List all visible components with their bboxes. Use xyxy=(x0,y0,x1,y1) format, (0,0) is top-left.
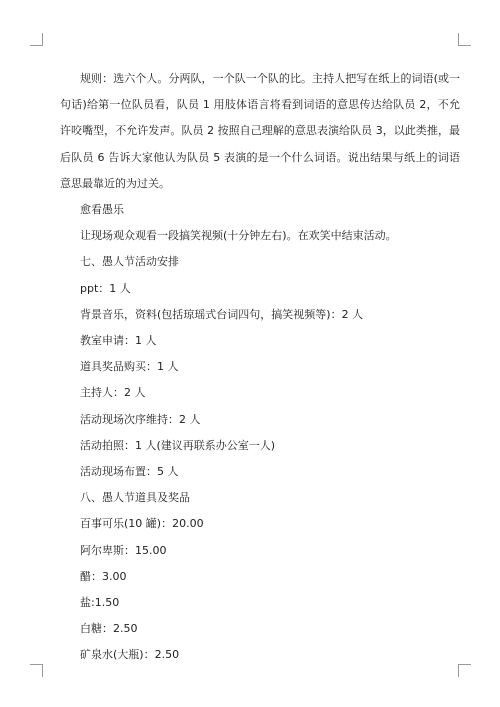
arrangement-item: 活动现场次序维持：2 人 xyxy=(80,412,201,426)
arrangement-item: 主持人：2 人 xyxy=(80,386,146,400)
arrangement-item: 道具奖品购买：1 人 xyxy=(80,360,179,374)
prop-item: 白糖：2.50 xyxy=(80,622,138,636)
document-body xyxy=(60,66,460,669)
crop-mark-bottom-left xyxy=(30,664,43,677)
video-paragraph: 让现场观众观看一段搞笑视频(十分钟左右)。在欢笑中结束活动。 xyxy=(80,229,397,243)
prop-item: 矿泉水(大瓶)：2.50 xyxy=(80,648,180,662)
rules-paragraph: 规则：选六个人。分两队，一个队一个队的比。主持人把写在纸上的词语(或一句话)给第一位队员看，队员 1 用肢体语言将看到词语的意思传达给队员 2，不允许咬嘴型，不允许发声。队员 2 按照自己理解的意思表演给队员 3，以此类推，最后队员 6 告诉大家他认为队员 5 表演的是一个什么词语。说出结果与纸上的词语意思最靠近的为过关。 xyxy=(60,72,460,190)
section-7-title: 七、愚人节活动安排 xyxy=(80,255,179,269)
arrangement-item: 背景音乐，资料(包括琼瑶式台词四句，搞笑视频等)：2 人 xyxy=(80,307,364,321)
prop-item: 阿尔卑斯：15.00 xyxy=(80,543,167,557)
arrangement-item: 活动拍照：1 人(建议再联系办公室一人) xyxy=(80,438,276,452)
arrangement-item: 教室申请：1 人 xyxy=(80,334,157,348)
section-8-title: 八、愚人节道具及奖品 xyxy=(80,491,190,505)
crop-mark-top-left xyxy=(30,33,43,46)
heading-yukan: 愈看愚乐 xyxy=(80,203,124,217)
prop-item: 醋：3.00 xyxy=(80,569,127,583)
crop-mark-top-right xyxy=(458,33,471,46)
arrangement-item: 活动现场布置：5 人 xyxy=(80,465,179,479)
prop-item: 盐:1.50 xyxy=(80,596,120,610)
arrangement-item: ppt：1 人 xyxy=(80,281,131,295)
prop-item: 百事可乐(10 罐)：20.00 xyxy=(80,517,204,531)
